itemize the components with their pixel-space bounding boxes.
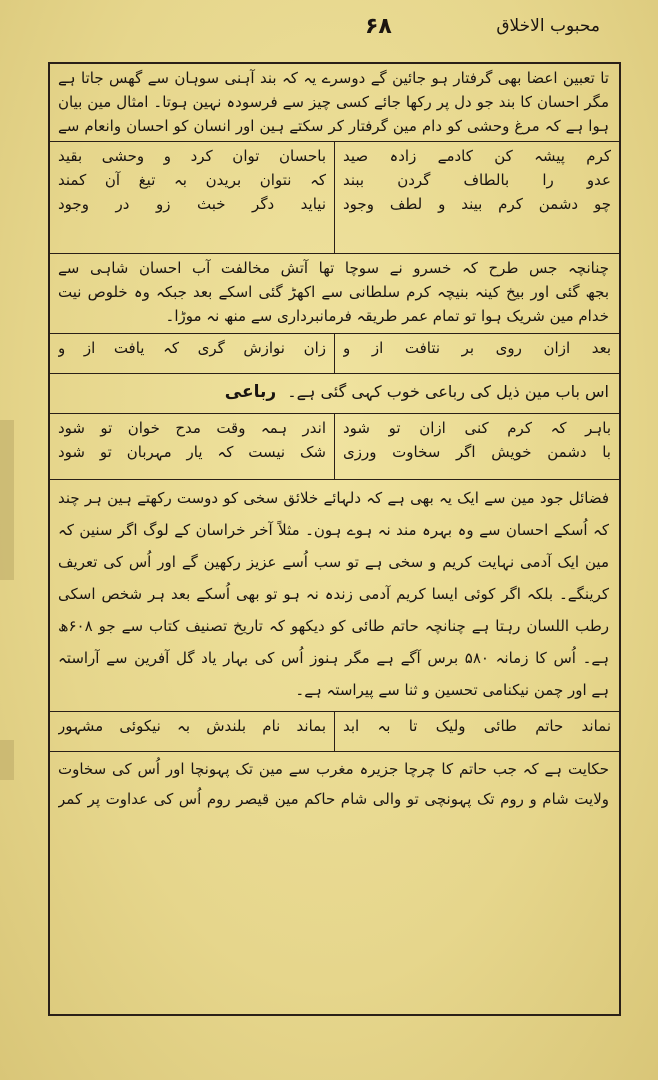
page-edge-stain xyxy=(0,420,14,580)
prose-line: تا تعبین اعضا بھی گرفتار ہو جائین گے دوسرے یہ کہ بند آہنی سوہان سے گھس جاتا ہے xyxy=(58,69,609,87)
verse-line: اندر ہمہ وقت مدح خوان تو شود xyxy=(58,419,326,437)
verse-line: چو دشمن کرم بیند و لطف وجود xyxy=(343,195,611,213)
prose-line: ولایت شام و روم تک پہونچی تو والی شام حاکم مین قیصر روم اُس کی عداوت پر کمر xyxy=(58,790,609,808)
verse-line: نماند حاتم طائی ولیک تا بہ ابد xyxy=(343,717,611,735)
verse-line: بعد ازان روی بر نتافت از و xyxy=(343,339,611,357)
book-title: محبوب الاخلاق xyxy=(496,16,600,36)
verse-line: بماند نام بلندش بہ نیکوئی مشہور xyxy=(58,717,326,735)
verse-block-masnavi xyxy=(50,142,619,254)
rubai-label: رباعی xyxy=(224,382,277,402)
verse-left-column xyxy=(50,414,334,479)
verse-block-couplet-1 xyxy=(50,334,619,374)
prose-line: کہ اُسکے احسان سے وہ بہرہ مند نہ ہوے ہون۔ مثلاً آخر خراسان کے لوگ اگر سنین کہ xyxy=(58,521,609,539)
verse-left-column xyxy=(50,142,334,253)
verse-right-column xyxy=(334,414,619,479)
prose-line: ہوا ہے کہ مرغ وحشی کو دام مین گرفتار کر سکتے ہین اور انسان کو احسان وانعام سے xyxy=(58,117,609,135)
verse-right-column xyxy=(334,334,619,373)
prose-line: فضائل جود مین سے ایک یہ بھی ہے کہ دلہائے خلائق سخی کو دوست رکھتے ہین ہر چند xyxy=(58,489,609,507)
rubai-intro-text: اس باب مین ذیل کی رباعی خوب کہی گئی ہے۔ xyxy=(287,382,609,401)
prose-line: بجھ گئی اور بیخ کینہ بنیچہ کرم سلطانی سے اکھڑ گئی اسکے بعد جبکہ وہ خلوص نیت xyxy=(58,283,609,301)
verse-left-column xyxy=(50,334,334,373)
verse-line: نیاید دگر خبث زو در وجود xyxy=(58,195,326,213)
prose-line: ہے۔ اُس کا زمانہ ۵۸۰ برس آگے ہے مگر ہنوز اُس کی بہار یاد گل آفرین سے آراستہ xyxy=(58,649,609,667)
prose-block-intro xyxy=(50,64,619,142)
verse-left-column xyxy=(50,712,334,751)
verse-line: کہ نتوان بریدن بہ تیغ آن کمند xyxy=(58,171,326,189)
prose-line: رطب اللسان رہتا ہے چنانچہ حاتم طائی کو دیکھو کہ تاریخ تصنیف کتاب سے جو ۶۰۸ھ xyxy=(58,617,609,635)
verse-line: شک نیست کہ یار مہربان تو شود xyxy=(58,443,326,461)
prose-line: ہے اور چمن نیکنامی تحسین و ثنا سے پیراستہ ہے۔ xyxy=(295,681,609,699)
prose-block-hatim xyxy=(50,480,619,712)
verse-block-couplet-2 xyxy=(50,712,619,752)
prose-block-anecdote xyxy=(50,752,619,822)
verse-block-rubai xyxy=(50,414,619,480)
prose-line: کرینگے۔ بلکہ اگر کوئی ایسا کریم آدمی زندہ نہ ہو تو بھی اُسکے بعد ہر شخص اسکی xyxy=(58,585,609,603)
prose-line: مگر احسان کا بند جو دل پر رکھا جائے کسی چیز سے فرسودہ نہین ہوتا۔ امثال مین بیان xyxy=(58,93,609,111)
verse-line: زان نوازش گری کہ یافت از و xyxy=(58,339,326,357)
page-header xyxy=(60,14,600,44)
prose-line: مین ایک آدمی نہایت کریم و سخی ہے تو سب اُسے عزیز رکھین گے اور اُس کی تعریف xyxy=(58,553,609,571)
prose-line: خدام مین شریک ہوا تو تمام عمر طریقہ فرمانبرداری سے منھ نہ موڑا۔ xyxy=(165,307,609,325)
verse-line: با دشمن خویش اگر سخاوت ورزی xyxy=(343,443,611,461)
prose-block-khusrau xyxy=(50,254,619,334)
rubai-heading-row xyxy=(50,374,619,414)
page-number: ۶۸ xyxy=(365,14,392,39)
prose-line: حکایت ہے کہ جب حاتم کا چرچا جزیرہ مغرب سے مین تک پہونچا اور اُس کی سخاوت xyxy=(58,760,609,778)
verse-line: باحسان توان کرد و وحشی بقید xyxy=(58,147,326,165)
page-edge-stain xyxy=(0,740,14,780)
verse-line: باہر کہ کرم کنی ازان تو شود xyxy=(343,419,611,437)
verse-right-column xyxy=(334,142,619,253)
prose-line: چنانچہ جس طرح کہ خسرو نے سوچا تھا آتش مخالفت آب احسان شاہی سے xyxy=(58,259,609,277)
verse-right-column xyxy=(334,712,619,751)
verse-line: عدو را بالطاف گردن ببند xyxy=(343,171,611,189)
text-frame xyxy=(48,62,621,1016)
verse-line: کرم پیشہ کن کادمے زادہ صید xyxy=(343,147,611,165)
